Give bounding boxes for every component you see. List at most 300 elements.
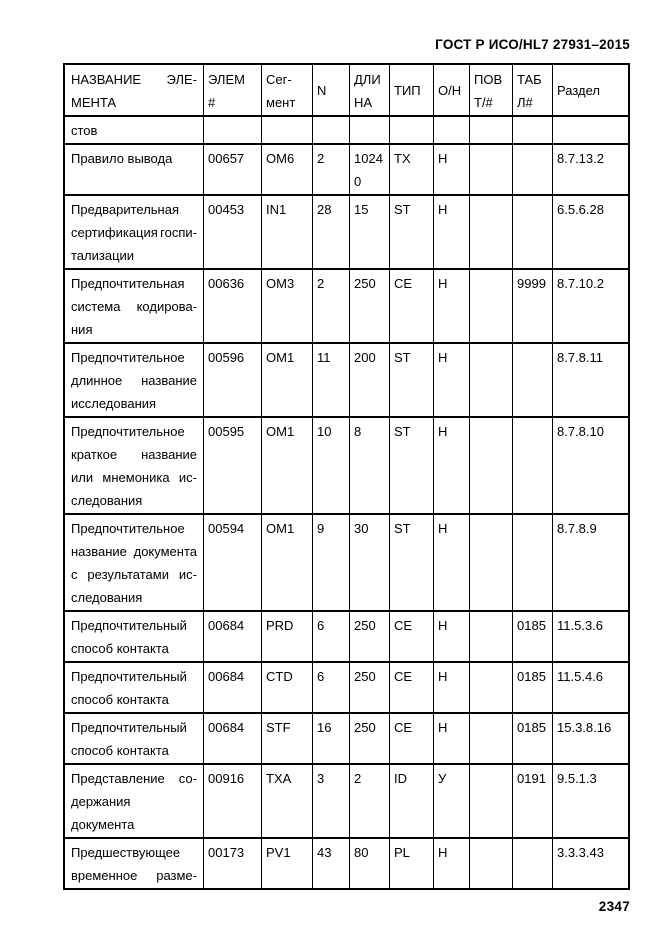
text-line: Н xyxy=(438,202,448,217)
cell-optionality xyxy=(434,270,470,342)
cell-segment xyxy=(262,663,313,712)
text-line: ST xyxy=(394,350,411,365)
text-line: длинное название xyxy=(71,373,197,388)
text-line: Н xyxy=(438,521,448,536)
text-line: О/Н xyxy=(438,83,462,98)
cell-segment xyxy=(262,765,313,837)
cell-type xyxy=(390,117,434,143)
cell-repeat xyxy=(470,714,513,763)
text-line: OM6 xyxy=(266,151,295,166)
text-line xyxy=(474,614,508,637)
text-line: CTD xyxy=(266,669,293,684)
cell-optionality xyxy=(434,344,470,416)
text-line xyxy=(517,119,548,142)
cell-element-name xyxy=(65,117,204,143)
text-line: 0185 xyxy=(517,720,546,735)
cell-segment xyxy=(262,196,313,268)
text-line: 3 xyxy=(317,771,325,786)
text-line: ТАБ xyxy=(517,71,542,87)
cell-length xyxy=(350,117,390,143)
cell-optionality xyxy=(434,765,470,837)
cell-length xyxy=(350,418,390,513)
text-line: мент xyxy=(266,94,296,110)
cell-segment xyxy=(262,344,313,416)
text-line: PV1 xyxy=(266,845,291,860)
text-line: 8.7.8.10 xyxy=(557,424,604,439)
text-line xyxy=(474,665,508,688)
column-header-elem xyxy=(204,65,262,115)
cell-section xyxy=(553,344,628,416)
cell-element-number xyxy=(204,270,262,342)
text-line: 28 xyxy=(317,202,332,217)
column-header-n xyxy=(313,65,350,115)
cell-seq-number xyxy=(313,612,350,661)
table-row xyxy=(65,196,628,270)
cell-repeat xyxy=(470,270,513,342)
table-row xyxy=(65,765,628,839)
text-line: Н xyxy=(438,669,448,684)
table-row xyxy=(65,612,628,663)
cell-element-number xyxy=(204,117,262,143)
text-line: PL xyxy=(394,845,410,860)
cell-section xyxy=(553,145,628,194)
cell-element-number xyxy=(204,839,262,888)
text-line: 16 xyxy=(317,720,332,735)
cell-type xyxy=(390,515,434,610)
text-line: ПОВ xyxy=(474,71,503,87)
cell-table-number xyxy=(513,145,553,194)
cell-optionality xyxy=(434,515,470,610)
text-line: 00173 xyxy=(208,845,245,860)
text-line: 0191 xyxy=(517,771,546,786)
text-line: 6 xyxy=(317,669,325,684)
cell-table-number xyxy=(513,418,553,513)
cell-seq-number xyxy=(313,765,350,837)
cell-element-name xyxy=(65,839,204,888)
text-line xyxy=(474,420,508,443)
cell-element-number xyxy=(204,344,262,416)
cell-type xyxy=(390,612,434,661)
cell-seq-number xyxy=(313,196,350,268)
text-line xyxy=(517,841,548,864)
text-line xyxy=(474,119,508,142)
text-line: 6 xyxy=(317,618,325,633)
text-line: или мнемоника ис- xyxy=(71,470,197,485)
text-line: 2 xyxy=(317,151,325,166)
text-line: Н xyxy=(438,276,448,291)
document-title-header: ГОСТ Р ИСО/HL7 27931–2015 xyxy=(435,37,630,52)
cell-repeat xyxy=(470,839,513,888)
text-line: Предпочтительное xyxy=(71,424,185,439)
text-line xyxy=(474,147,508,170)
cell-repeat xyxy=(470,145,513,194)
text-line: 80 xyxy=(354,845,369,860)
text-line: Т/# xyxy=(474,94,493,110)
text-line: НАЗВАНИЕ ЭЛЕ- xyxy=(71,71,197,87)
text-line: Представление со- xyxy=(71,771,197,786)
text-line: CE xyxy=(394,669,413,684)
cell-length xyxy=(350,663,390,712)
table-row xyxy=(65,145,628,196)
text-line: ДЛИ xyxy=(354,71,381,87)
text-line: 9 xyxy=(317,521,325,536)
cell-optionality xyxy=(434,839,470,888)
text-line: сертификация госпи- xyxy=(71,225,197,240)
cell-section xyxy=(553,839,628,888)
column-header-rep xyxy=(470,65,513,115)
table-row xyxy=(65,663,628,714)
text-line: IN1 xyxy=(266,202,287,217)
cell-repeat xyxy=(470,765,513,837)
text-line: 250 xyxy=(354,618,376,633)
text-line: Сег- xyxy=(266,71,292,87)
text-line: 00453 xyxy=(208,202,245,217)
cell-repeat xyxy=(470,663,513,712)
table-row xyxy=(65,714,628,765)
cell-section xyxy=(553,270,628,342)
cell-repeat xyxy=(470,515,513,610)
text-line: система кодирова- xyxy=(71,299,197,314)
cell-table-number xyxy=(513,663,553,712)
text-line xyxy=(474,272,508,295)
text-line xyxy=(474,841,508,864)
cell-seq-number xyxy=(313,418,350,513)
text-line: с результатами ис- xyxy=(71,567,197,582)
text-line: 6.5.6.28 xyxy=(557,202,604,217)
cell-length xyxy=(350,714,390,763)
cell-element-number xyxy=(204,612,262,661)
cell-section xyxy=(553,117,628,143)
column-header-section xyxy=(553,65,628,115)
text-line xyxy=(517,420,548,443)
text-line: 0 xyxy=(354,174,362,189)
text-line: 00657 xyxy=(208,151,245,166)
cell-optionality xyxy=(434,145,470,194)
text-line: OM1 xyxy=(266,521,295,536)
text-line: 30 xyxy=(354,521,369,536)
text-line xyxy=(354,119,385,142)
text-line xyxy=(557,119,624,142)
cell-repeat xyxy=(470,418,513,513)
text-line: Предпочтительный xyxy=(71,618,187,633)
text-line: OM3 xyxy=(266,276,295,291)
cell-section xyxy=(553,612,628,661)
cell-type xyxy=(390,418,434,513)
cell-length xyxy=(350,612,390,661)
cell-element-name xyxy=(65,418,204,513)
cell-element-name xyxy=(65,515,204,610)
cell-section xyxy=(553,714,628,763)
cell-element-number xyxy=(204,145,262,194)
cell-table-number xyxy=(513,344,553,416)
table-row xyxy=(65,839,628,888)
text-line: стов xyxy=(71,123,98,138)
cell-type xyxy=(390,344,434,416)
cell-table-number xyxy=(513,765,553,837)
text-line: ТИП xyxy=(394,83,421,98)
cell-type xyxy=(390,663,434,712)
text-line xyxy=(517,517,548,540)
text-line: PRD xyxy=(266,618,294,633)
cell-element-number xyxy=(204,418,262,513)
cell-length xyxy=(350,765,390,837)
cell-table-number xyxy=(513,117,553,143)
text-line: OM1 xyxy=(266,350,295,365)
cell-segment xyxy=(262,714,313,763)
cell-segment xyxy=(262,270,313,342)
text-line: 8.7.8.9 xyxy=(557,521,597,536)
text-line: 11 xyxy=(317,350,331,365)
text-line: Н xyxy=(438,424,448,439)
text-line: исследования xyxy=(71,396,157,411)
text-line xyxy=(317,119,345,142)
text-line: ЭЛЕМ xyxy=(208,71,245,87)
cell-table-number xyxy=(513,196,553,268)
text-line: МЕНТА xyxy=(71,94,117,110)
cell-element-name xyxy=(65,344,204,416)
text-line: способ контакта xyxy=(71,641,169,656)
text-line: Предпочтительный xyxy=(71,720,187,735)
text-line: следования xyxy=(71,493,143,508)
text-line: 00684 xyxy=(208,669,245,684)
text-line: 250 xyxy=(354,720,376,735)
text-line: Н xyxy=(438,720,448,735)
cell-segment xyxy=(262,839,313,888)
text-line: 200 xyxy=(354,350,376,365)
table-header-row xyxy=(65,65,628,117)
cell-length xyxy=(350,839,390,888)
cell-section xyxy=(553,196,628,268)
cell-seq-number xyxy=(313,270,350,342)
cell-element-name xyxy=(65,663,204,712)
cell-table-number xyxy=(513,839,553,888)
table-row xyxy=(65,117,628,145)
cell-element-number xyxy=(204,196,262,268)
text-line: Предпочтительный xyxy=(71,669,187,684)
text-line: TX xyxy=(394,151,411,166)
text-line: тализации xyxy=(71,248,135,263)
text-line: 00596 xyxy=(208,350,245,365)
cell-element-name xyxy=(65,714,204,763)
text-line: 0185 xyxy=(517,669,546,684)
text-line: OM1 xyxy=(266,424,295,439)
text-line: Н xyxy=(438,350,448,365)
text-line xyxy=(394,119,429,142)
text-line: CE xyxy=(394,720,413,735)
cell-type xyxy=(390,765,434,837)
cell-seq-number xyxy=(313,145,350,194)
text-line: ния xyxy=(71,322,93,337)
text-line xyxy=(266,119,308,142)
text-line: 1024 xyxy=(354,151,383,166)
text-line: 00636 xyxy=(208,276,245,291)
cell-element-number xyxy=(204,714,262,763)
cell-type xyxy=(390,714,434,763)
cell-length xyxy=(350,270,390,342)
text-line xyxy=(474,517,508,540)
text-line xyxy=(517,346,548,369)
text-line: Правило вывода xyxy=(71,151,173,166)
cell-element-name xyxy=(65,270,204,342)
text-line: ST xyxy=(394,521,411,536)
cell-table-number xyxy=(513,270,553,342)
text-line: ST xyxy=(394,424,411,439)
cell-segment xyxy=(262,117,313,143)
cell-section xyxy=(553,663,628,712)
text-line: 11.5.4.6 xyxy=(557,669,604,684)
cell-segment xyxy=(262,418,313,513)
text-line: 0185 xyxy=(517,618,546,633)
text-line xyxy=(474,198,508,221)
hl7-elements-table xyxy=(63,63,630,890)
text-line: Предпочтительная xyxy=(71,276,185,291)
text-line: название документа xyxy=(71,544,197,559)
text-line: 250 xyxy=(354,276,376,291)
table-row xyxy=(65,515,628,612)
text-line xyxy=(474,716,508,739)
text-line: 10 xyxy=(317,424,332,439)
text-line: У xyxy=(438,771,447,786)
column-header-opt xyxy=(434,65,470,115)
text-line: 15.3.8.16 xyxy=(557,720,612,735)
cell-seq-number xyxy=(313,344,350,416)
cell-repeat xyxy=(470,196,513,268)
cell-section xyxy=(553,515,628,610)
cell-length xyxy=(350,344,390,416)
text-line: 00595 xyxy=(208,424,245,439)
cell-element-name xyxy=(65,765,204,837)
cell-type xyxy=(390,145,434,194)
cell-table-number xyxy=(513,714,553,763)
text-line: временное разме- xyxy=(71,868,197,883)
cell-repeat xyxy=(470,344,513,416)
table-row xyxy=(65,270,628,344)
text-line: 11.5.3.6 xyxy=(557,618,604,633)
cell-element-name xyxy=(65,612,204,661)
text-line: 3.3.3.43 xyxy=(557,845,604,860)
cell-length xyxy=(350,515,390,610)
cell-optionality xyxy=(434,418,470,513)
text-line: Н xyxy=(438,845,448,860)
text-line: Л# xyxy=(517,94,533,110)
text-line: Предшествующее xyxy=(71,845,181,860)
page-number: 2347 xyxy=(598,899,630,914)
page-content xyxy=(63,37,630,914)
cell-element-number xyxy=(204,515,262,610)
cell-optionality xyxy=(434,663,470,712)
text-line: 00594 xyxy=(208,521,245,536)
cell-element-name xyxy=(65,145,204,194)
cell-repeat xyxy=(470,612,513,661)
text-line: Н xyxy=(438,618,448,633)
text-line: STF xyxy=(266,720,291,735)
text-line xyxy=(438,119,465,142)
cell-type xyxy=(390,270,434,342)
text-line: 8.7.8.11 xyxy=(557,350,604,365)
text-line: 00684 xyxy=(208,618,245,633)
cell-segment xyxy=(262,145,313,194)
cell-segment xyxy=(262,612,313,661)
text-line: 2 xyxy=(317,276,325,291)
text-line xyxy=(474,767,508,790)
text-line: Предпочтительное xyxy=(71,350,185,365)
cell-optionality xyxy=(434,714,470,763)
text-line xyxy=(474,346,508,369)
column-header-type xyxy=(390,65,434,115)
text-line: CE xyxy=(394,618,413,633)
cell-section xyxy=(553,765,628,837)
cell-seq-number xyxy=(313,714,350,763)
cell-length xyxy=(350,145,390,194)
text-line: Предварительная xyxy=(71,202,179,217)
column-header-length xyxy=(350,65,390,115)
table-row xyxy=(65,418,628,515)
cell-seq-number xyxy=(313,663,350,712)
cell-table-number xyxy=(513,515,553,610)
cell-seq-number xyxy=(313,515,350,610)
text-line: способ контакта xyxy=(71,692,169,707)
text-line: 8.7.10.2 xyxy=(557,276,604,291)
cell-segment xyxy=(262,515,313,610)
column-header-segment xyxy=(262,65,313,115)
cell-length xyxy=(350,196,390,268)
cell-table-number xyxy=(513,612,553,661)
cell-element-number xyxy=(204,765,262,837)
text-line: 2 xyxy=(354,771,362,786)
cell-section xyxy=(553,418,628,513)
text-line: способ контакта xyxy=(71,743,169,758)
text-line: 00684 xyxy=(208,720,245,735)
text-line: НА xyxy=(354,94,373,110)
text-line: краткое название xyxy=(71,447,197,462)
table-row xyxy=(65,344,628,418)
text-line xyxy=(517,198,548,221)
text-line: 43 xyxy=(317,845,332,860)
text-line: Раздел xyxy=(557,83,600,98)
text-line: 9999 xyxy=(517,276,546,291)
text-line: TXA xyxy=(266,771,292,786)
cell-type xyxy=(390,196,434,268)
text-line: следования xyxy=(71,590,143,605)
text-line: 250 xyxy=(354,669,376,684)
text-line: 15 xyxy=(354,202,369,217)
cell-seq-number xyxy=(313,839,350,888)
text-line: 00916 xyxy=(208,771,245,786)
text-line: держания документа xyxy=(71,794,135,832)
cell-optionality xyxy=(434,612,470,661)
text-line: ST xyxy=(394,202,411,217)
cell-element-number xyxy=(204,663,262,712)
text-line: Предпочтительное xyxy=(71,521,185,536)
text-line: # xyxy=(208,94,216,110)
text-line: 9.5.1.3 xyxy=(557,771,597,786)
cell-type xyxy=(390,839,434,888)
cell-optionality xyxy=(434,196,470,268)
cell-optionality xyxy=(434,117,470,143)
text-line: 8.7.13.2 xyxy=(557,151,604,166)
text-line: N xyxy=(317,83,327,98)
column-header-tbl xyxy=(513,65,553,115)
cell-repeat xyxy=(470,117,513,143)
text-line: Н xyxy=(438,151,448,166)
cell-element-name xyxy=(65,196,204,268)
text-line: ID xyxy=(394,771,407,786)
text-line xyxy=(208,119,257,142)
cell-seq-number xyxy=(313,117,350,143)
text-line: 8 xyxy=(354,424,362,439)
text-line: CE xyxy=(394,276,413,291)
text-line xyxy=(517,147,548,170)
